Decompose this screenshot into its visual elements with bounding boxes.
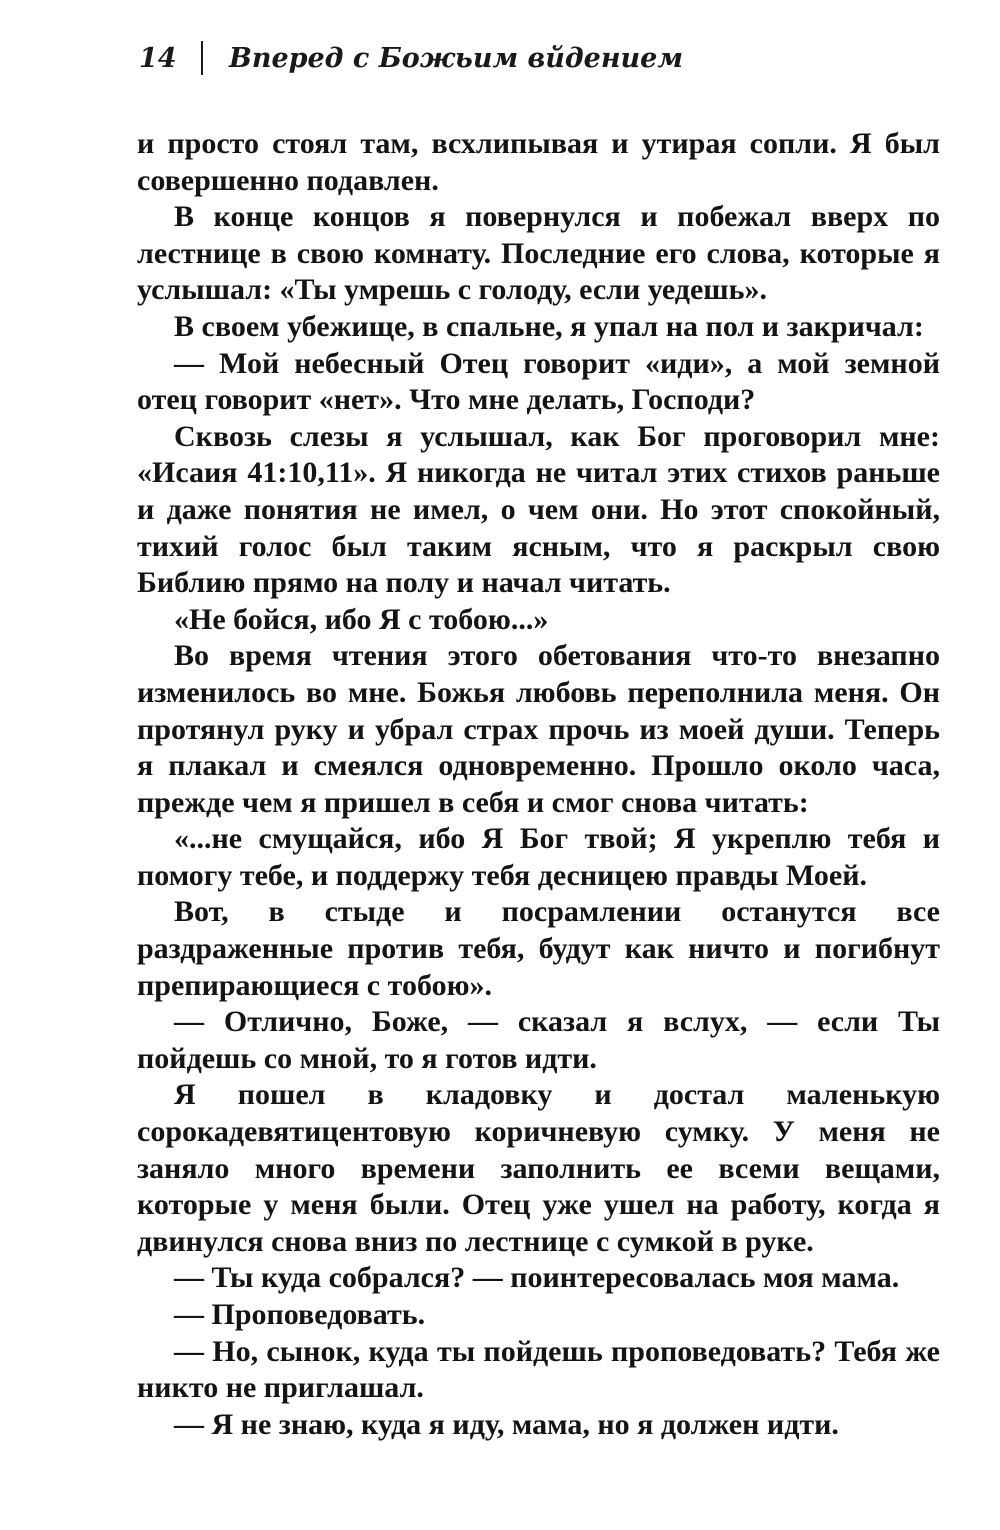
scripture-quote: Вот, в стыде и посрамлении останутся все раздраженные против тебя, будут как ничто и погибнут препирающиеся с тобою». [137, 895, 940, 1002]
dialogue-line: — Проповедовать. [174, 1298, 426, 1331]
dialogue-line: — Отлично, Боже, — сказал я вслух, — если Ты пойдешь со мной, то я готов идти. [137, 1005, 940, 1075]
scripture-quote: «...не смущайся, ибо Я Бог твой; Я укреплю тебя и помогу тебе, и поддержу тебя десницею правды Моей. [137, 822, 940, 892]
paragraph: Сквозь слезы я услышал, как Бог проговорил мне: «Исаия 41:10,11». Я никогда не читал этих стихов раньше и даже понятия не имел, о чем они. Но этот спокойный, тихий голос был таким ясным, что я раскрыл свою Библию прямо на полу и начал читать. [137, 419, 940, 600]
paragraph: Я пошел в кладовку и достал маленькую сорокадевятицентовую коричневую сумку. У меня не заняло много времени заполнить ее всеми вещами, которые у меня были. Отец уже ушел на работу, когда я двинулся снова вниз по лестнице с сумкой в руке. [137, 1078, 940, 1258]
dialogue-line: — Мой небесный Отец говорит «иди», а мой земной отец говорит «нет». Что мне делать, Господи? [137, 346, 940, 417]
dialogue-line: — Но, сынок, куда ты пойдешь проповедовать? Тебя же никто не приглашал. [137, 1334, 940, 1405]
book-title: Вперед с Божьим вйдением [229, 42, 684, 74]
dialogue-line: — Я не знаю, куда я иду, мама, но я должен идти. [174, 1407, 839, 1441]
page-number: 14 [139, 42, 177, 74]
paragraph: В своем убежище, в спальне, я упал на пол и закричал: [174, 309, 924, 343]
paragraph: Во время чтения этого обетования что-то внезапно изменилось во мне. Божья любовь переполнила меня. Он протянул руку и убрал страх прочь из моей души. Теперь я плакал и смеялся одновременно. Прошло около часа, прежде чем я пришел в себя и смог снова читать: [137, 639, 940, 819]
paragraph: и просто стоял там, всхлипывая и утирая сопли. Я был совершенно подавлен. [137, 127, 940, 197]
header-divider [201, 41, 203, 75]
dialogue-line: — Ты куда собрался? — поинтересовалась моя мама. [174, 1261, 900, 1295]
scripture-quote: «Не бойся, ибо Я с тобою...» [174, 602, 549, 636]
running-head [139, 38, 683, 78]
paragraph: В конце концов я повернулся и побежал вверх по лестнице в свою комнату. Последние его слова, которые я услышал: «Ты умрешь с голоду, если уедешь». [137, 200, 940, 307]
body-text [137, 126, 940, 1443]
